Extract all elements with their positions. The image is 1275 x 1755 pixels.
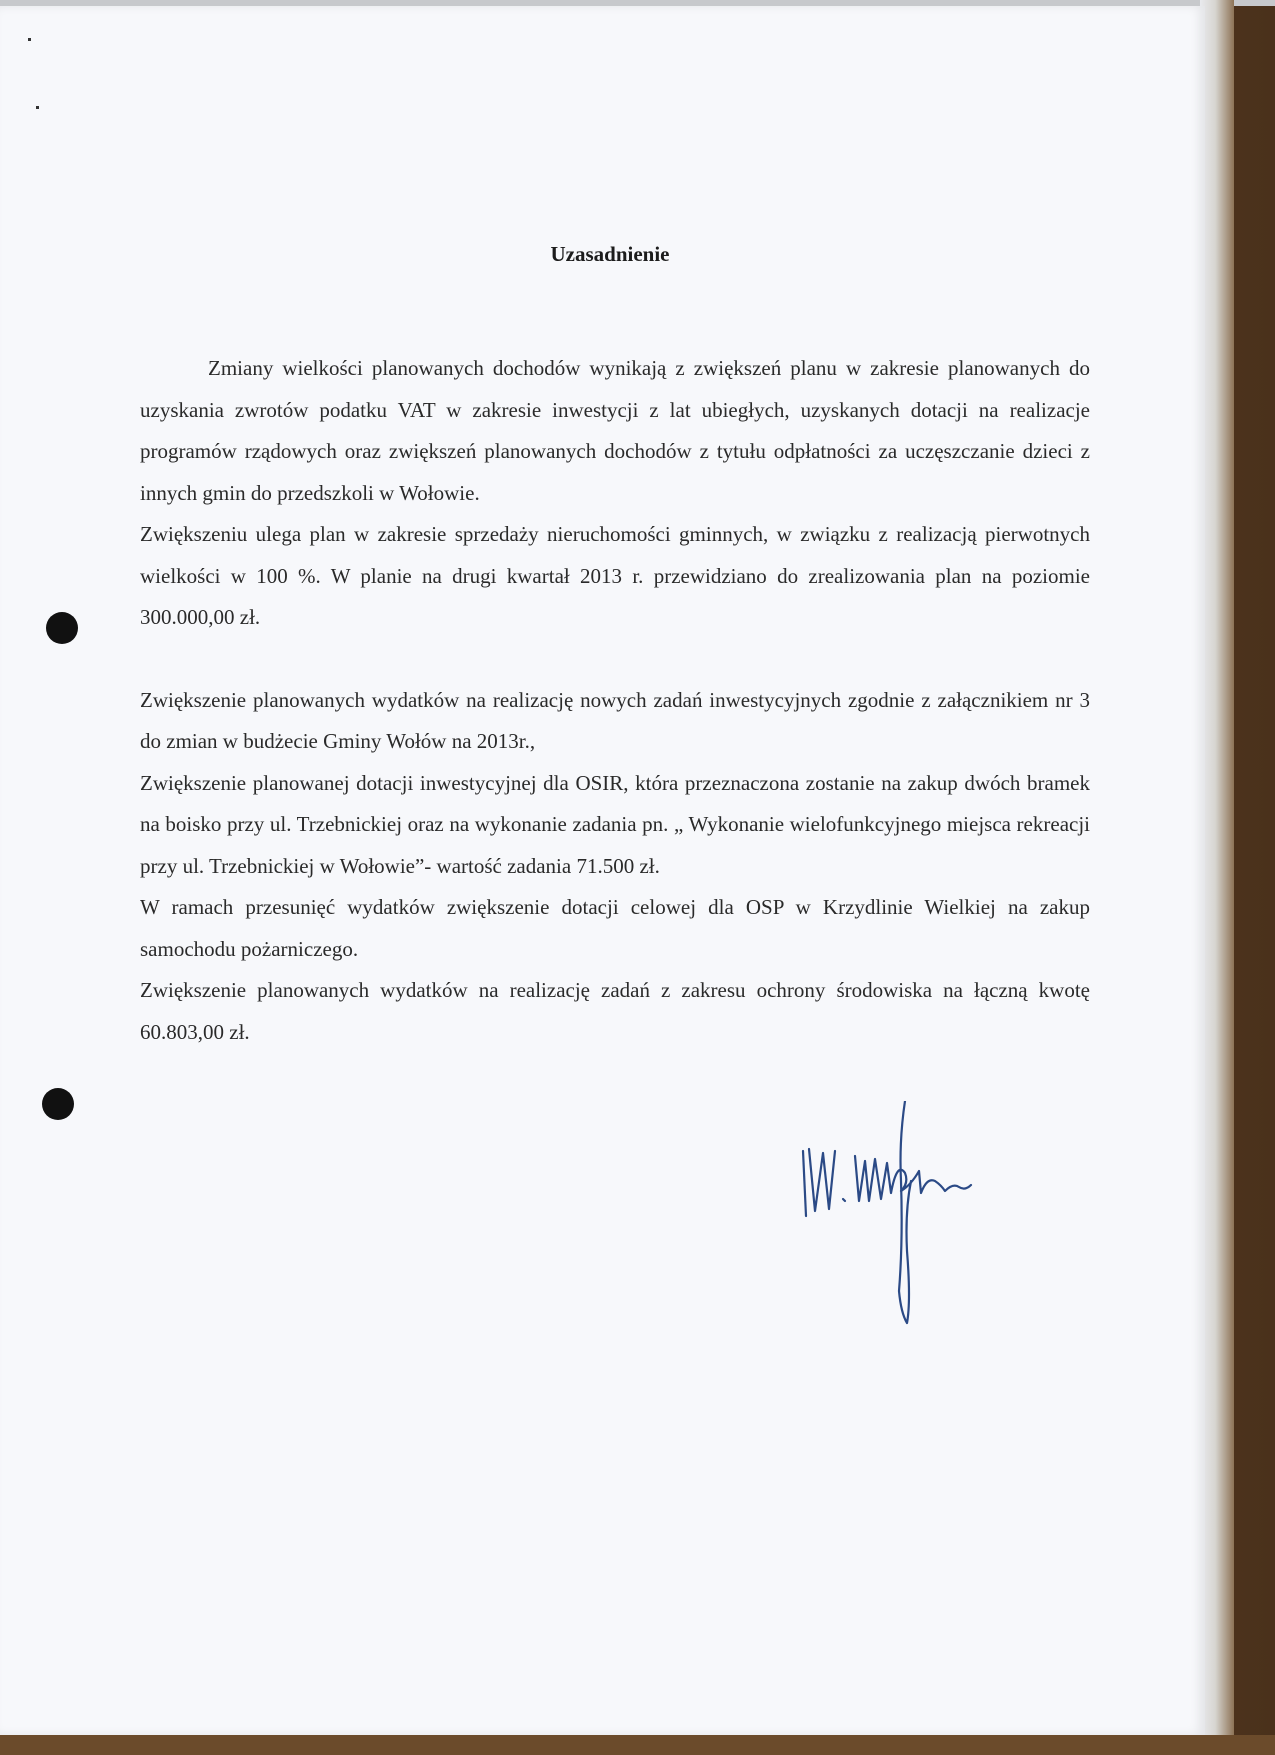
paragraph-revenue-changes: Zmiany wielkości planowanych dochodów wynikają z zwiększeń planu w zakresie planowanych do uzyskania zwrotów podatku VAT w zakresie inwestycji z lat ubiegłych, uzyskanych dotacji na realizacje programów rządowych oraz zwiększeń planowanych dochodów z tytułu odpłatności za uczęszczanie dzieci z innych gmin do przedszkoli w Wołowie. bbox=[140, 356, 1090, 505]
punch-hole-lower bbox=[42, 1088, 74, 1120]
paragraph-gap bbox=[140, 639, 1090, 680]
document-body bbox=[140, 348, 1090, 1053]
dust-speck bbox=[28, 38, 31, 41]
page-title: Uzasadnienie bbox=[550, 242, 670, 266]
paragraph-osp-grant: W ramach przesunięć wydatków zwiększenie dotacji celowej dla OSP w Krzydlinie Wielkiej na zakup samochodu pożarniczego. bbox=[140, 895, 1090, 961]
dust-speck bbox=[36, 106, 39, 109]
paragraph-environment-expenses: Zwiększenie planowanych wydatków na realizację zadań z zakresu ochrony środowiska na łączną kwotę 60.803,00 zł. bbox=[140, 978, 1090, 1044]
document-page bbox=[0, 6, 1205, 1735]
punch-hole-upper bbox=[46, 612, 78, 644]
paragraph-osir-grant: Zwiększenie planowanej dotacji inwestycyjnej dla OSIR, która przeznaczona zostanie na zakup dwóch bramek na boisko przy ul. Trzebnickiej oraz na wykonanie zadania pn. „ Wykonanie wielofunkcyjnego miejsca rekreacji przy ul. Trzebnickiej w Wołowie”- wartość zadania 71.500 zł. bbox=[140, 770, 1090, 878]
scan-bottom-edge bbox=[0, 1735, 1275, 1755]
paragraph-property-sales: Zwiększeniu ulega plan w zakresie sprzedaży nieruchomości gminnych, w związku z realizacją pierwotnych wielkości w 100 %. W planie na drugi kwartał 2013 r. przewidziano do zrealizowania plan na poziomie 300.000,00 zł. bbox=[140, 522, 1090, 629]
handwritten-signature bbox=[795, 1101, 985, 1326]
paragraph-investment-tasks: Zwiększenie planowanych wydatków na realizację nowych zadań inwestycyjnych zgodnie z załącznikiem nr 3 do zmian w budżecie Gminy Wołów na 2013r., bbox=[140, 687, 1090, 753]
